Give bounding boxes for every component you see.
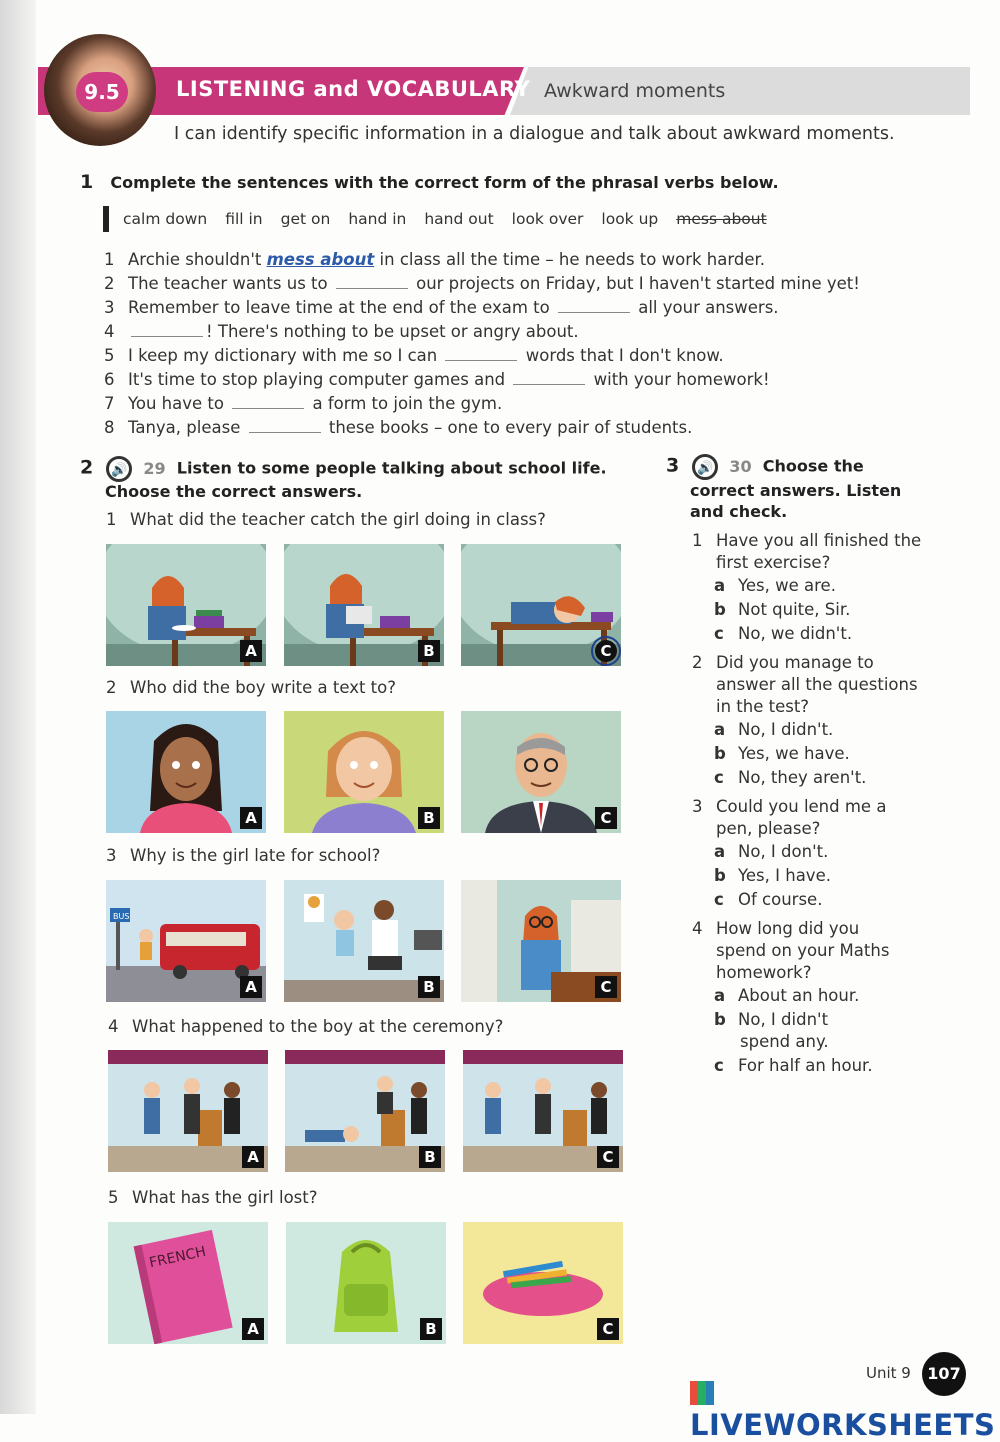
option-letter: a [714,842,726,861]
sentence-text: our projects on Friday, but I haven't started mine yet! [410,274,860,293]
word-item-used: mess about [676,210,767,228]
sentence-text: words that I don't know. [520,346,724,365]
word-item: get on [280,210,331,228]
option-text: No, we didn't. [738,624,853,643]
picture-option-q2-c[interactable] [461,711,621,833]
exercise-1-heading [80,171,779,193]
word-item: look up [601,210,659,228]
item-question: pen, please? [716,819,821,838]
option-label: B [420,1318,442,1340]
answer-option[interactable] [714,986,859,1005]
answer-option[interactable] [714,576,836,595]
item-question: Have you all finished the [716,531,922,550]
option-letter: c [714,768,724,787]
question-number: 3 [106,846,117,865]
item-number: 3 [692,797,703,816]
sentence-text: The teacher wants us to [128,274,333,293]
option-label: C [597,1146,619,1168]
item-number: 1 [692,531,703,550]
lesson-title: LISTENING and VOCABULARY [176,77,531,101]
question-1 [106,510,546,529]
option-letter: c [714,890,724,909]
sentence-number: 5 [104,346,115,365]
option-text: Yes, I have. [738,866,831,885]
item-question: in the test? [716,697,810,716]
sentence-text: ! There's nothing to be upset or angry about. [206,322,579,341]
sentence-6 [104,370,770,389]
picture-option-q2-a[interactable] [106,711,266,833]
question-text: What has the girl lost? [132,1188,318,1207]
audio-icon[interactable]: 🔊 [106,456,132,482]
sentence-text: a form to join the gym. [307,394,503,413]
can-do-statement: I can identify specific information in a dialogue and talk about awkward moments. [174,124,895,144]
dialogue-item-2 [692,652,874,673]
answer-blank[interactable] [336,274,408,289]
word-item: calm down [123,210,208,228]
sentence-number: 6 [104,370,115,389]
picture-option-q1-a[interactable] [106,544,266,666]
option-text: No, I didn't. [738,720,834,739]
picture-option-q5-b[interactable] [286,1222,446,1344]
sentence-text: these books – one to every pair of students. [323,418,693,437]
option-letter: b [714,744,726,763]
item-number: 4 [692,919,703,938]
answer-option[interactable] [714,768,866,787]
exercise-number: 2 [80,456,94,479]
sentence-number: 1 [104,250,115,269]
sentence-text: Tanya, please [128,418,246,437]
lesson-subtitle: Awkward moments [544,80,726,102]
question-4 [108,1017,503,1036]
option-label: A [242,1318,264,1340]
picture-option-q4-a[interactable] [108,1050,268,1172]
answer-option[interactable] [714,866,831,885]
sentence-7 [104,394,502,413]
option-label: A [240,807,262,829]
item-question: Could you lend me a [716,797,887,816]
exercise-2-heading [80,456,607,482]
sentence-number: 2 [104,274,115,293]
option-label: A [242,1146,264,1168]
question-text: Why is the girl late for school? [130,846,381,865]
item-question: first exercise? [716,553,831,572]
option-text: Yes, we are. [738,576,836,595]
option-text: Yes, we have. [738,744,850,763]
item-question: spend on your Maths [716,941,890,960]
sentence-text: You have to [128,394,230,413]
answer-blank[interactable] [445,346,517,361]
sentence-2 [104,274,860,293]
answer-option[interactable] [714,890,822,909]
answer-option[interactable] [714,624,852,643]
question-number: 5 [108,1188,119,1207]
picture-option-q3-c[interactable] [461,880,621,1002]
word-item: hand out [424,210,494,228]
question-number: 2 [106,678,117,697]
track-number: 29 [143,458,166,478]
option-letter: b [714,600,726,619]
unit-label: Unit 9 [866,1364,911,1382]
exercise-instruction: Complete the sentences with the correct form of the phrasal verbs below. [110,173,779,192]
sentence-text: Remember to leave time at the end of the exam to [128,298,555,317]
sentence-1 [104,250,765,269]
option-text: No, I didn't [738,1010,829,1029]
question-number: 4 [108,1017,119,1036]
watermark-text: LIVEWORKSHEETS [690,1408,996,1442]
sentence-text: with your homework! [588,370,770,389]
answer-option[interactable] [714,842,828,861]
option-label: B [418,976,440,998]
exercise-3-heading [666,454,864,480]
item-question: Did you manage to [716,653,874,672]
picture-option-q2-b[interactable] [284,711,444,833]
item-question: homework? [716,963,812,982]
question-3 [106,846,380,865]
option-text: Of course. [738,890,823,909]
sentence-5 [104,346,724,365]
option-text: For half an hour. [738,1056,873,1075]
option-label: A [240,976,262,998]
exercise-instruction: Choose the [762,456,864,476]
dialogue-item-3 [692,796,886,817]
sentence-3 [104,298,779,317]
sentence-text: It's time to stop playing computer games and [128,370,511,389]
option-letter: c [714,1056,724,1075]
exercise-instruction-cont: Choose the correct answers. [105,482,363,501]
option-label: B [419,1146,441,1168]
answer-blank[interactable] [232,394,304,409]
option-letter: a [714,720,726,739]
audio-icon[interactable]: 🔊 [692,454,718,480]
word-item: fill in [225,210,263,228]
option-label: B [418,640,440,662]
word-item: hand in [348,210,407,228]
item-question: How long did you [716,919,860,938]
exercise-number: 3 [666,454,680,477]
picture-option-q5-a[interactable] [108,1222,268,1344]
sentence-8 [104,418,692,437]
liveworksheets-logo-icon [690,1381,714,1405]
option-letter: a [714,986,726,1005]
option-letter: c [714,624,724,643]
sentence-text: all your answers. [632,298,779,317]
answer-option[interactable] [714,1056,873,1075]
question-text: Who did the boy write a text to? [130,678,397,697]
answer-option[interactable] [714,1010,828,1029]
page-number: 107 [922,1352,966,1396]
item-number: 2 [692,653,703,672]
answer-blank[interactable] [249,418,321,433]
option-label: C [595,976,617,998]
page-edge-shadow [0,0,36,1414]
picture-option-q3-a[interactable] [106,880,266,1002]
dialogue-item-1 [692,530,921,551]
answer-blank[interactable] [513,370,585,385]
option-label: B [418,807,440,829]
liveworksheets-watermark [690,1374,1000,1442]
option-letter: b [714,866,726,885]
option-label: C [595,807,617,829]
word-item: look over [511,210,584,228]
example-answer: mess about [266,250,375,269]
picture-option-q3-b[interactable] [284,880,444,1002]
option-letter: b [714,1010,726,1029]
track-number: 30 [729,456,752,476]
bus-stop-sign: BUS [113,912,130,921]
option-text: No, I don't. [738,842,829,861]
sentence-text: I keep my dictionary with me so I can [128,346,443,365]
sentence-number: 3 [104,298,115,317]
picture-option-q1-b[interactable] [284,544,444,666]
option-text: About an hour. [738,986,860,1005]
answer-blank[interactable] [558,298,630,313]
question-2 [106,678,396,697]
answer-option[interactable] [714,720,833,739]
answer-blank[interactable] [131,322,203,337]
option-label: C [597,1318,619,1340]
sentence-number: 8 [104,418,115,437]
option-label: A [240,640,262,662]
option-label-selected: C [595,640,617,662]
option-text: Not quite, Sir. [738,600,851,619]
question-text: What did the teacher catch the girl doing in class? [130,510,546,529]
item-question: answer all the questions [716,675,918,694]
picture-option-q4-c[interactable] [463,1050,623,1172]
option-letter: a [714,576,726,595]
picture-option-q4-b[interactable] [285,1050,445,1172]
answer-option[interactable] [714,744,850,763]
sentence-4 [104,322,579,341]
sentence-number: 4 [104,322,115,341]
question-number: 1 [106,510,117,529]
option-text: No, they aren't. [738,768,867,787]
exercise-instruction-cont: and check. [690,502,788,521]
book-cover-title: FRENCH [147,1243,208,1272]
picture-option-q1-c[interactable] [461,544,621,666]
picture-option-q5-c[interactable] [463,1222,623,1344]
exercise-instruction-cont: correct answers. Listen [690,481,902,500]
exercise-instruction: Listen to some people talking about school life. [176,458,607,478]
sentence-text: in class all the time – he needs to work harder. [374,250,765,269]
lesson-number-badge: 9.5 [76,72,128,112]
exercise-number: 1 [80,171,94,193]
dialogue-item-4 [692,918,859,939]
question-5 [108,1188,318,1207]
sentence-number: 7 [104,394,115,413]
word-box [103,206,767,232]
question-text: What happened to the boy at the ceremony? [132,1017,504,1036]
sentence-text: Archie shouldn't [128,250,267,269]
option-text: spend any. [740,1032,829,1051]
answer-option[interactable] [714,600,850,619]
